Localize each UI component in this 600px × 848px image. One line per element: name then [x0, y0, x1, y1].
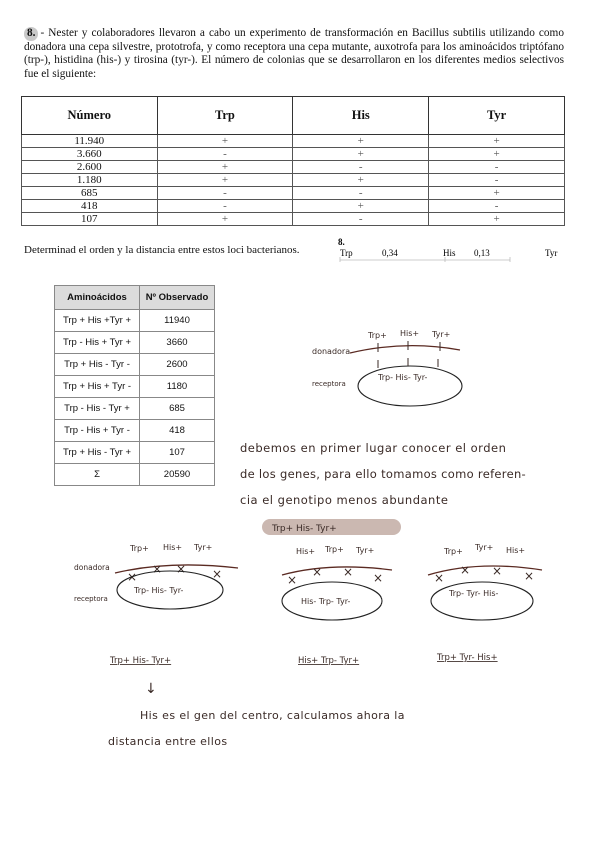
- note-line-1: debemos en primer lugar conocer el orden: [240, 441, 507, 455]
- map-label-distance-2: 0,13: [474, 248, 490, 258]
- header-numero: Número: [22, 97, 158, 135]
- cell-observed: 685: [140, 398, 215, 420]
- cell-count: 3.660: [22, 148, 158, 161]
- cell-tyr: -: [429, 200, 565, 213]
- gene-1: Trp+: [444, 547, 463, 556]
- gene-3: His+: [506, 546, 526, 555]
- cell-tyr: -: [429, 161, 565, 174]
- cell-observed: 2600: [140, 354, 215, 376]
- cell-total: 20590: [140, 464, 215, 486]
- diagram-main: [312, 329, 462, 406]
- question-text: Determinad el orden y la distancia entre estos loci bacterianos.: [24, 244, 300, 256]
- map-label-distance-1: 0,34: [382, 248, 398, 258]
- gene-2: Trp+: [325, 545, 344, 554]
- map-label-trp: Trp: [340, 248, 353, 258]
- cell-his: +: [293, 148, 429, 161]
- note-line-5: distancia entre ellos: [108, 735, 228, 748]
- map-label-tyr: Tyr: [545, 248, 558, 258]
- cell-genotype: Trp - His + Tyr +: [55, 332, 140, 354]
- cell-genotype: Trp + His +Tyr +: [55, 310, 140, 332]
- cell-trp: -: [157, 200, 293, 213]
- cell-genotype: Trp + His - Tyr -: [55, 354, 140, 376]
- receptor-genes: Trp- His- Tyr-: [134, 586, 184, 595]
- gene-his: His+: [400, 329, 420, 338]
- cell-count: 2.600: [22, 161, 158, 174]
- gene-3: Tyr+: [356, 546, 375, 555]
- gene-2: Tyr+: [475, 543, 494, 552]
- cell-observed: 107: [140, 442, 215, 464]
- crossover-x: ×: [127, 570, 138, 584]
- cell-tyr: +: [429, 148, 565, 161]
- gene-1: Trp+: [130, 544, 149, 553]
- receptor-cell: [358, 366, 462, 406]
- cell-tyr: +: [429, 187, 565, 200]
- receptor-genes: Trp- His- Tyr-: [378, 373, 428, 382]
- cell-genotype: Trp + His - Tyr +: [55, 442, 140, 464]
- cell-trp: +: [157, 174, 293, 187]
- cell-observed: 11940: [140, 310, 215, 332]
- cell-count: 685: [22, 187, 158, 200]
- cell-his: -: [293, 187, 429, 200]
- gene-2: His+: [163, 543, 183, 552]
- note-line-4: His es el gen del centro, calculamos ahora la: [140, 709, 405, 722]
- cell-tyr: +: [429, 135, 565, 148]
- header-his: His: [293, 97, 429, 135]
- header-aminoacidos: Aminoácidos: [55, 286, 140, 310]
- crossover-x: ×: [152, 562, 163, 576]
- header-observado: Nº Observado: [140, 286, 215, 310]
- diagram-a: [74, 543, 238, 609]
- order-c: Trp+ Tyr- His+: [437, 653, 498, 663]
- cell-trp: -: [157, 148, 293, 161]
- crossover-x: ×: [343, 565, 354, 579]
- gene-trp: Trp+: [368, 331, 387, 340]
- header-trp: Trp: [157, 97, 293, 135]
- receptor-genes: Trp- Tyr- His-: [449, 589, 499, 598]
- crossover-x: ×: [287, 573, 298, 587]
- gene-3: Tyr+: [194, 543, 213, 552]
- cell-observed: 1180: [140, 376, 215, 398]
- crossover-x: ×: [492, 564, 503, 578]
- crossover-x: ×: [312, 565, 323, 579]
- problem-number: 8.: [24, 27, 38, 41]
- diagram-c: [428, 543, 542, 620]
- label-receptora: receptora: [312, 380, 346, 388]
- map-label-his: His: [443, 248, 456, 258]
- label-receptora: receptora: [74, 595, 108, 603]
- cell-count: 1.180: [22, 174, 158, 187]
- header-tyr: Tyr: [429, 97, 565, 135]
- crossover-x: ×: [524, 569, 535, 583]
- diagram-b: [282, 545, 392, 620]
- order-a: Trp+ His- Tyr+: [110, 656, 172, 666]
- cell-observed: 3660: [140, 332, 215, 354]
- cell-his: +: [293, 200, 429, 213]
- cell-genotype: Trp + His + Tyr -: [55, 376, 140, 398]
- cell-his: +: [293, 174, 429, 187]
- problem-text: - Nester y colaboradores llevaron a cabo un experimento de transformación en Bacillus subtilis utilizando como donadora una cepa silvestre, prototrofa, y como receptora una cepa mutante, auxotrofa para los aminoácidos triptófano (trp-), histidina (his-) y tirosina (tyr-). El número de colonias que se desarrollaron en los diferentes medios selectivos fue el siguiente:: [24, 27, 564, 80]
- gene-1: His+: [296, 547, 316, 556]
- crossover-x: ×: [373, 571, 384, 585]
- crossover-x: ×: [460, 563, 471, 577]
- answer-number: 8.: [338, 237, 345, 247]
- cell-his: -: [293, 161, 429, 174]
- cell-sigma: Σ: [55, 464, 140, 486]
- cell-his: -: [293, 213, 429, 226]
- cell-tyr: -: [429, 174, 565, 187]
- cell-count: 107: [22, 213, 158, 226]
- label-donadora: donadora: [74, 563, 110, 572]
- note-line-3: cia el genotipo menos abundante: [240, 493, 449, 507]
- cell-trp: -: [157, 187, 293, 200]
- cell-trp: +: [157, 135, 293, 148]
- cell-trp: +: [157, 161, 293, 174]
- cell-count: 11.940: [22, 135, 158, 148]
- cell-tyr: +: [429, 213, 565, 226]
- donor-dna: [350, 346, 460, 353]
- cell-observed: 418: [140, 420, 215, 442]
- label-donadora: donadora: [312, 347, 351, 356]
- highlight-genotype: Trp+ His- Tyr+: [272, 524, 337, 534]
- cell-count: 418: [22, 200, 158, 213]
- crossover-x: ×: [176, 562, 187, 576]
- cell-his: +: [293, 135, 429, 148]
- cell-genotype: Trp - His + Tyr -: [55, 420, 140, 442]
- note-line-2: de los genes, para ello tomamos como referen-: [240, 467, 526, 481]
- receptor-cell: [431, 582, 533, 620]
- receptor-genes: His- Trp- Tyr-: [301, 597, 351, 606]
- order-b: His+ Trp- Tyr+: [298, 656, 360, 666]
- down-arrow: ↓: [145, 681, 157, 697]
- crossover-x: ×: [212, 567, 223, 581]
- gene-tyr: Tyr+: [432, 330, 451, 339]
- cell-trp: +: [157, 213, 293, 226]
- crossover-x: ×: [434, 571, 445, 585]
- cell-genotype: Trp - His - Tyr +: [55, 398, 140, 420]
